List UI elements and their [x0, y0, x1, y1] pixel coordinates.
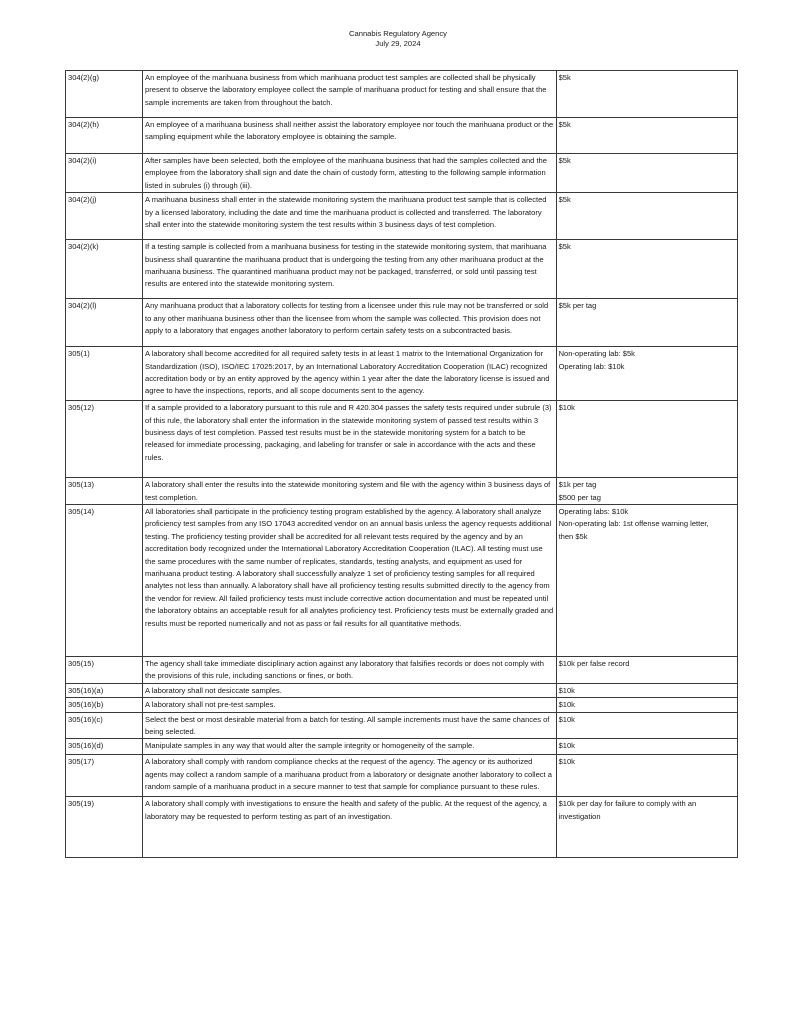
penalty-line: investigation — [558, 811, 601, 821]
rule-text: Any marihuana product that a laboratory collects for testing from a licensee under this rule may not be transferred or sold to any other marihuana business other than the licensee from whom the sample was collected. This provision does not apply to a laboratory that engages another laboratory to perform certain safety tests on a subcontracted basis. — [143, 299, 557, 347]
rule-text: An employee of the marihuana business from which marihuana product test samples are collected shall be physically present to observe the laboratory employee collect the sample of marihuana product for testing and shall ensure that the sample increments are taken from throughout the batch. — [143, 71, 557, 118]
penalty-line: $10k — [558, 700, 575, 710]
rule-text: A laboratory shall not desiccate samples. — [143, 683, 557, 697]
penalty-cell — [556, 240, 737, 299]
rule-number: 305(16)(d) — [66, 739, 143, 755]
table-row — [66, 683, 738, 697]
penalty-line: $10k — [558, 403, 575, 413]
rule-number: 305(1) — [66, 347, 143, 401]
rule-number: 305(16)(c) — [66, 712, 143, 739]
table-row — [66, 478, 738, 505]
rule-text: A laboratory shall comply with random compliance checks at the request of the agency. The agency or its authorized agents may collect a random sample of a marihuana product from a laboratory or designate another laboratory to collect a random sample of a marihuana product in a secure manner to test that sample for compliance pursuant to these rules. — [143, 755, 557, 797]
table-row — [66, 299, 738, 347]
rule-number: 305(16)(b) — [66, 698, 143, 712]
penalty-line: $5k — [558, 242, 571, 252]
penalty-line: $5k — [558, 156, 571, 165]
penalty-cell — [556, 739, 737, 755]
rule-text: A laboratory shall comply with investigations to ensure the health and safety of the public. At the request of the agency, a laboratory may be requested to perform testing as part of an investigation. — [143, 797, 557, 858]
penalty-line: Non-operating lab: $5k — [558, 349, 635, 359]
penalty-line: Operating lab: $10k — [558, 361, 625, 371]
table-row — [66, 193, 738, 240]
rule-text: If a sample provided to a laboratory pursuant to this rule and R 420.304 passes the safety tests required under subrule (3) of this rule, the laboratory shall enter the information in the statewide monitoring system of passed test results within 3 business days of test completion. Passed test results must be in the statewide monitoring system for a batch to be released for immediate processing, packaging, and labeling for transfer or sale in accordance with the acts and these rules. — [143, 401, 557, 478]
penalty-cell — [556, 657, 737, 684]
penalty-line: $1k per tag — [558, 480, 597, 490]
rule-text: Manipulate samples in any way that would alter the sample integrity or homogeneity of the sample. — [143, 739, 557, 755]
penalty-cell — [556, 698, 737, 712]
penalty-line: $10k — [558, 757, 575, 767]
table-row — [66, 118, 738, 154]
rule-number: 304(2)(l) — [66, 299, 143, 347]
penalty-cell — [556, 755, 737, 797]
table-row — [66, 755, 738, 797]
penalty-cell — [556, 193, 737, 240]
penalty-line: $10k — [558, 741, 575, 751]
page-header — [0, 29, 796, 49]
rule-text: The agency shall take immediate disciplinary action against any laboratory that falsifies records or does not comply with the provisions of this rule, including sanctions or fines, or both. — [143, 657, 557, 684]
rule-number: 304(2)(k) — [66, 240, 143, 299]
penalty-line: $500 per tag — [558, 492, 601, 502]
penalty-cell — [556, 118, 737, 154]
penalty-cell — [556, 71, 737, 118]
document-date: July 29, 2024 — [375, 39, 421, 48]
agency-name: Cannabis Regulatory Agency — [349, 29, 447, 38]
rule-number: 305(19) — [66, 797, 143, 858]
rule-text: A laboratory shall not pre-test samples. — [143, 698, 557, 712]
rule-text: A marihuana business shall enter in the statewide monitoring system the marihuana product test sample that is collected by a licensed laboratory, including the date and time the marihuana product is collected and transferred. The laboratory shall enter into the statewide monitoring system the test results within 3 business days of test completion. — [143, 193, 557, 240]
table-row — [66, 401, 738, 478]
rule-number: 305(13) — [66, 478, 143, 505]
rule-number: 304(2)(i) — [66, 154, 143, 193]
rule-text: All laboratories shall participate in the proficiency testing program established by the agency. A laboratory shall analyze proficiency test samples from any ISO 17043 accredited vendor on an annual basis unless the agency requests additional testing. The proficiency testing provider shall be accredited for all relevant tests required by the agency and by an accreditation body recognized under the International Laboratory Accreditation Cooperation (ILAC). All testing must use the same procedures with the same number of replicates, standards, testing analysts, and equipment as used for marihuana product testing. A laboratory shall successfully analyze 1 set of proficiency testing samples for all required analytes not less than annually. A laboratory shall have all proficiency testing results submitted directly to the agency from the vendor for review. All failed proficiency tests must include corrective action documentation and must be repeated until the laboratory obtains an acceptable result for all analytes proficiency test. Proficiency tests must be externally graded and results must be reported numerically and not as pass or fail results for all quantitative methods. — [143, 505, 557, 657]
penalty-cell — [556, 347, 737, 401]
table-row — [66, 797, 738, 858]
penalty-line: $5k — [558, 195, 571, 205]
penalty-line: $5k — [558, 120, 571, 129]
penalty-line: Non-operating lab: 1st offense warning letter, — [558, 519, 709, 529]
rule-number: 304(2)(g) — [66, 71, 143, 118]
table-row — [66, 347, 738, 401]
table-row — [66, 240, 738, 299]
rule-number: 305(14) — [66, 505, 143, 657]
penalty-cell — [556, 712, 737, 739]
rule-number: 305(16)(a) — [66, 683, 143, 697]
rule-text: A laboratory shall enter the results into the statewide monitoring system and file with the agency within 3 business days of test completion. — [143, 478, 557, 505]
rule-text: After samples have been selected, both the employee of the marihuana business that had the samples collected and the employee from the laboratory shall sign and date the chain of custody form, attesting to the following sample information listed in subrules (i) through (iii). — [143, 154, 557, 193]
rule-text: If a testing sample is collected from a marihuana business for testing in the statewide monitoring system, that marihuana business shall quarantine the marihuana product that is undergoing the testing from any other marihuana product at the marihuana business. The quarantined marihuana product may not be packaged, transferred, or sold until passing test results are entered into the statewide monitoring system. — [143, 240, 557, 299]
violations-table — [65, 70, 738, 858]
penalty-line: Operating labs: $10k — [558, 507, 629, 517]
rule-number: 305(17) — [66, 755, 143, 797]
table-row — [66, 657, 738, 684]
rule-number: 305(12) — [66, 401, 143, 478]
rule-number: 305(15) — [66, 657, 143, 684]
penalty-line: $10k — [558, 685, 575, 695]
penalty-cell — [556, 683, 737, 697]
table-row — [66, 154, 738, 193]
table-row — [66, 698, 738, 712]
penalty-line: then $5k — [558, 531, 588, 541]
rule-text: An employee of a marihuana business shall neither assist the laboratory employee nor touch the marihuana product or the sampling equipment while the laboratory employee is obtaining the sample. — [143, 118, 557, 154]
penalty-line: $10k — [558, 714, 575, 724]
penalty-line: $5k per tag — [558, 301, 597, 311]
penalty-cell — [556, 401, 737, 478]
table-row — [66, 739, 738, 755]
penalty-cell — [556, 797, 737, 858]
rule-text: Select the best or most desirable material from a batch for testing. All sample increments must have the same chances of being selected. — [143, 712, 557, 739]
penalty-cell — [556, 299, 737, 347]
penalty-line: $10k per false record — [558, 659, 630, 669]
rule-number: 304(2)(j) — [66, 193, 143, 240]
penalty-cell — [556, 478, 737, 505]
penalty-line: $10k per day for failure to comply with an — [558, 799, 697, 809]
penalty-cell — [556, 505, 737, 657]
table-row — [66, 71, 738, 118]
table-row — [66, 505, 738, 657]
table-row — [66, 712, 738, 739]
rule-text: A laboratory shall become accredited for all required safety tests in at least 1 matrix to the International Organization for Standardization (ISO), ISO/IEC 17025:2017, by an International Laboratory Accreditation Cooperation (ILAC) recognized accreditation body or by an entity approved by the agency within 1 year after the date the laboratory license is issued and agree to have the inspections, reports, and all scope documents sent to the agency. — [143, 347, 557, 401]
penalty-cell — [556, 154, 737, 193]
penalty-line: $5k — [558, 73, 571, 82]
rule-number: 304(2)(h) — [66, 118, 143, 154]
